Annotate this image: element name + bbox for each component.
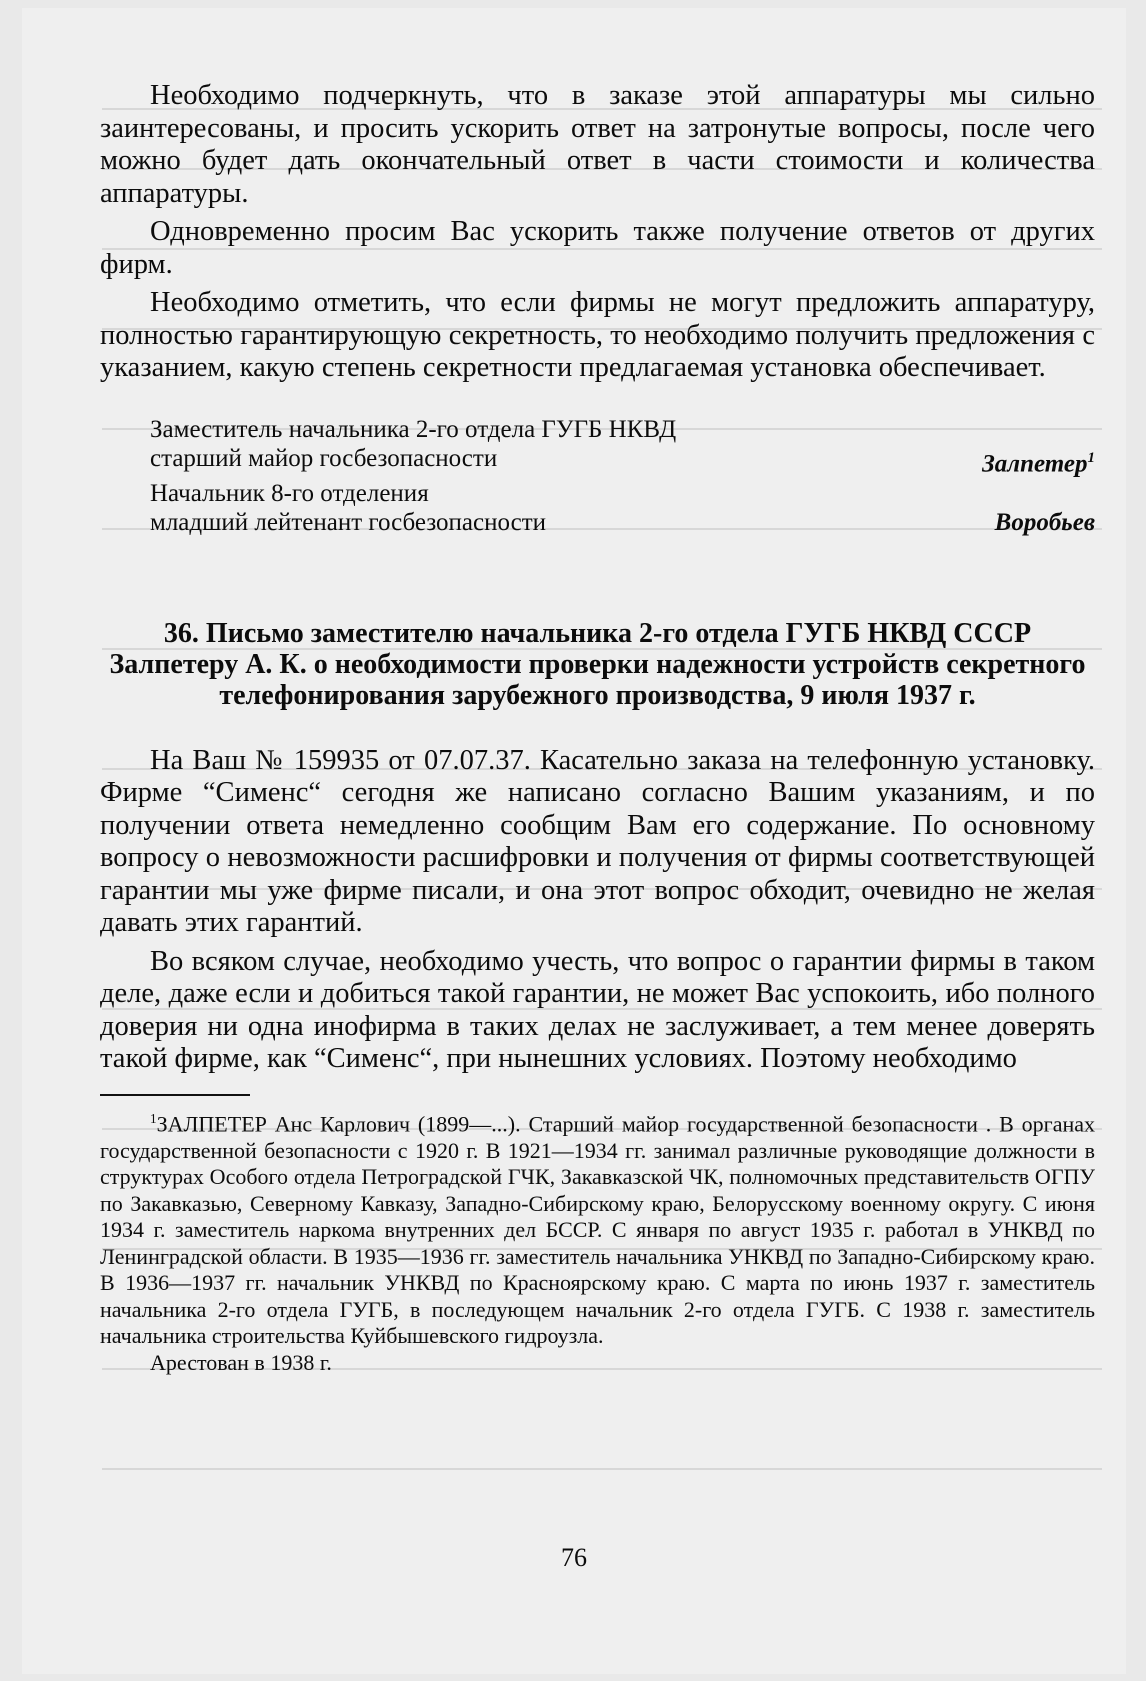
footnote-last-line: Арестован в 1938 г. xyxy=(150,1349,332,1375)
paragraph: Одновременно просим Вас ускорить также получение ответов от других фирм. xyxy=(100,216,1095,280)
signature-title: Заместитель начальника 2-го отдела ГУГБ НКВД xyxy=(150,415,677,443)
signature-name: Воробьев xyxy=(994,509,1095,537)
page-number: 76 xyxy=(561,1543,587,1572)
signature-block xyxy=(150,415,1095,538)
footnote-divider xyxy=(100,1094,250,1096)
paragraph: Необходимо отметить, что если фирмы не могут предложить аппаратуру, полностью гарантирующую секретность, то необходимо получить предложения с указанием, какую степень секретности предлагаемая установка обеспечивает. xyxy=(100,287,1095,383)
footnote-mark: 1 xyxy=(150,1110,157,1126)
signature-name: Залпетер$^1$ xyxy=(982,450,1095,478)
signature-row xyxy=(150,444,1095,479)
signature-row xyxy=(150,479,1095,509)
footnote-mark: 1 xyxy=(1087,450,1095,466)
letter-paragraph: Во всяком случае, необходимо учесть, что вопрос о гарантии фирмы в таком деле, даже если и добиться такой гарантии, не может Вас успокоить, ибо полного доверия ни одна инофирма в таких делах не заслуживает, а тем менее доверять такой фирме, как “Сименс“, при нынешних условиях. Поэтому необходимо xyxy=(100,945,1095,1075)
signature-row xyxy=(150,508,1095,538)
paragraph: Необходимо подчеркнуть, что в заказе этой аппаратуры мы сильно заинтересованы, и просить ускорить ответ на затронутые вопросы, после чего можно будет дать окончательный ответ в части стоимости и количества аппаратуры. xyxy=(100,80,1095,209)
signature-title: старший майор госбезопасности xyxy=(150,445,498,472)
letter-paragraph: На Ваш № 159935 от 07.07.37. Касательно заказа на телефонную установку. Фирме “Сименс“ сегодня же написано согласно Вашим указаниям, и по получении ответа немедленно сообщим Вам его содержание. По основному вопросу о невозможности расшифровки и получения от фирмы соответствующей гарантии мы уже фирме писали, и она этот вопрос обходит, очевидно не желая давать этих гарантий. xyxy=(100,744,1095,939)
page-content xyxy=(100,80,1095,1376)
document-title: 36. Письмо заместителю начальника 2-го отдела ГУГБ НКВД СССР Залпетеру А. К. о необходимости проверки надежности устройств секретного телефонирования зарубежного производства, 9 июля 1937 г. xyxy=(109,617,1086,711)
footnote-text: ЗАЛПЕТЕР Анс Карлович (1899—...). Старший майор государственной безопасности . В органах государственной безопасности с 1920 г. В 1921—1934 гг. занимал различные руководящие должности в структурах Особого отдела Петроградской ГЧК, Закавказской ЧК, полномочных представительств ОГПУ по Закавказью, Северному Кавказу, Западно-Сибирскому краю, Белорусскому военному округу. С июня 1934 г. заместитель наркома внутренних дел БССР. С января по август 1935 г. работал в УНКВД по Ленинградской области. В 1935—1936 гг. заместитель начальника УНКВД по Западно-Сибирскому краю. В 1936—1937 гг. начальник УНКВД по Красноярскому краю. С марта по июнь 1937 г. заместитель начальника 2-го отдела ГУГБ, в последующем начальник 2-го отдела ГУГБ. С 1938 г. заместитель начальника строительства Куйбышевского гидроузла. xyxy=(100,1111,1095,1349)
footnote xyxy=(100,1106,1095,1350)
signature-row xyxy=(150,415,1095,445)
signature-title: Начальник 8-го отделения xyxy=(150,479,429,507)
signature-title: младший лейтенант госбезопасности xyxy=(150,509,547,537)
book-page xyxy=(22,8,1126,1674)
